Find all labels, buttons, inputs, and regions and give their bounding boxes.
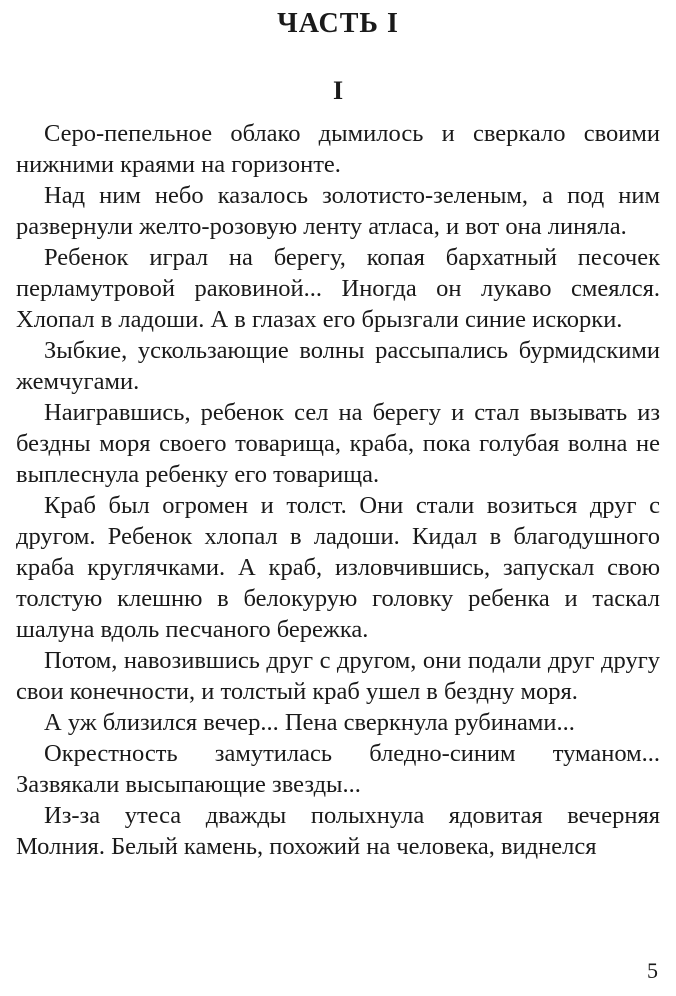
paragraph: Ребенок играл на берегу, копая бархатный песочек перламутровой раковиной... Иногда он лукаво смеялся. Хлопал в ладоши. А в глазах его брызгали синие искорки. <box>16 244 660 333</box>
part-title: ЧАСТЬ I <box>277 8 399 39</box>
paragraph: Зыбкие, ускользающие волны рассыпались бурмидскими жемчугами. <box>16 337 660 395</box>
chapter-number: I <box>332 76 344 105</box>
paragraph: Серо-пепельное облако дымилось и сверкало своими нижними краями на горизонте. <box>16 120 660 178</box>
paragraph: Окрестность замутилась бледно-синим туманом... Зазвякали высыпающие звезды... <box>16 740 660 798</box>
page-number: 5 <box>647 958 658 983</box>
paragraph: Наигравшись, ребенок сел на берегу и стал вызывать из бездны моря своего товарища, краба, пока голубая волна не выплеснула ребенку его товарища. <box>16 399 660 488</box>
paragraph: А уж близился вечер... Пена сверкнула рубинами... <box>44 709 575 736</box>
paragraph: Из-за утеса дважды полыхнула ядовитая вечерняя Молния. Белый камень, похожий на человека, виднелся <box>16 802 660 860</box>
body-text <box>16 118 660 862</box>
paragraph: Потом, навозившись друг с другом, они подали друг другу свои конечности, и толстый краб ушел в бездну моря. <box>16 647 660 705</box>
paragraph: Краб был огромен и толст. Они стали возиться друг с другом. Ребенок хлопал в ладоши. Кидал в благодушного краба круглячками. А краб, изловчившись, запускал свою толстую клешню в белокурую головку ребенка и таскал шалуна вдоль песчаного бережка. <box>16 492 660 643</box>
paragraph: Над ним небо казалось золотисто-зеленым, а под ним развернули желто-розовую ленту атласа, и вот она линяла. <box>16 182 660 240</box>
